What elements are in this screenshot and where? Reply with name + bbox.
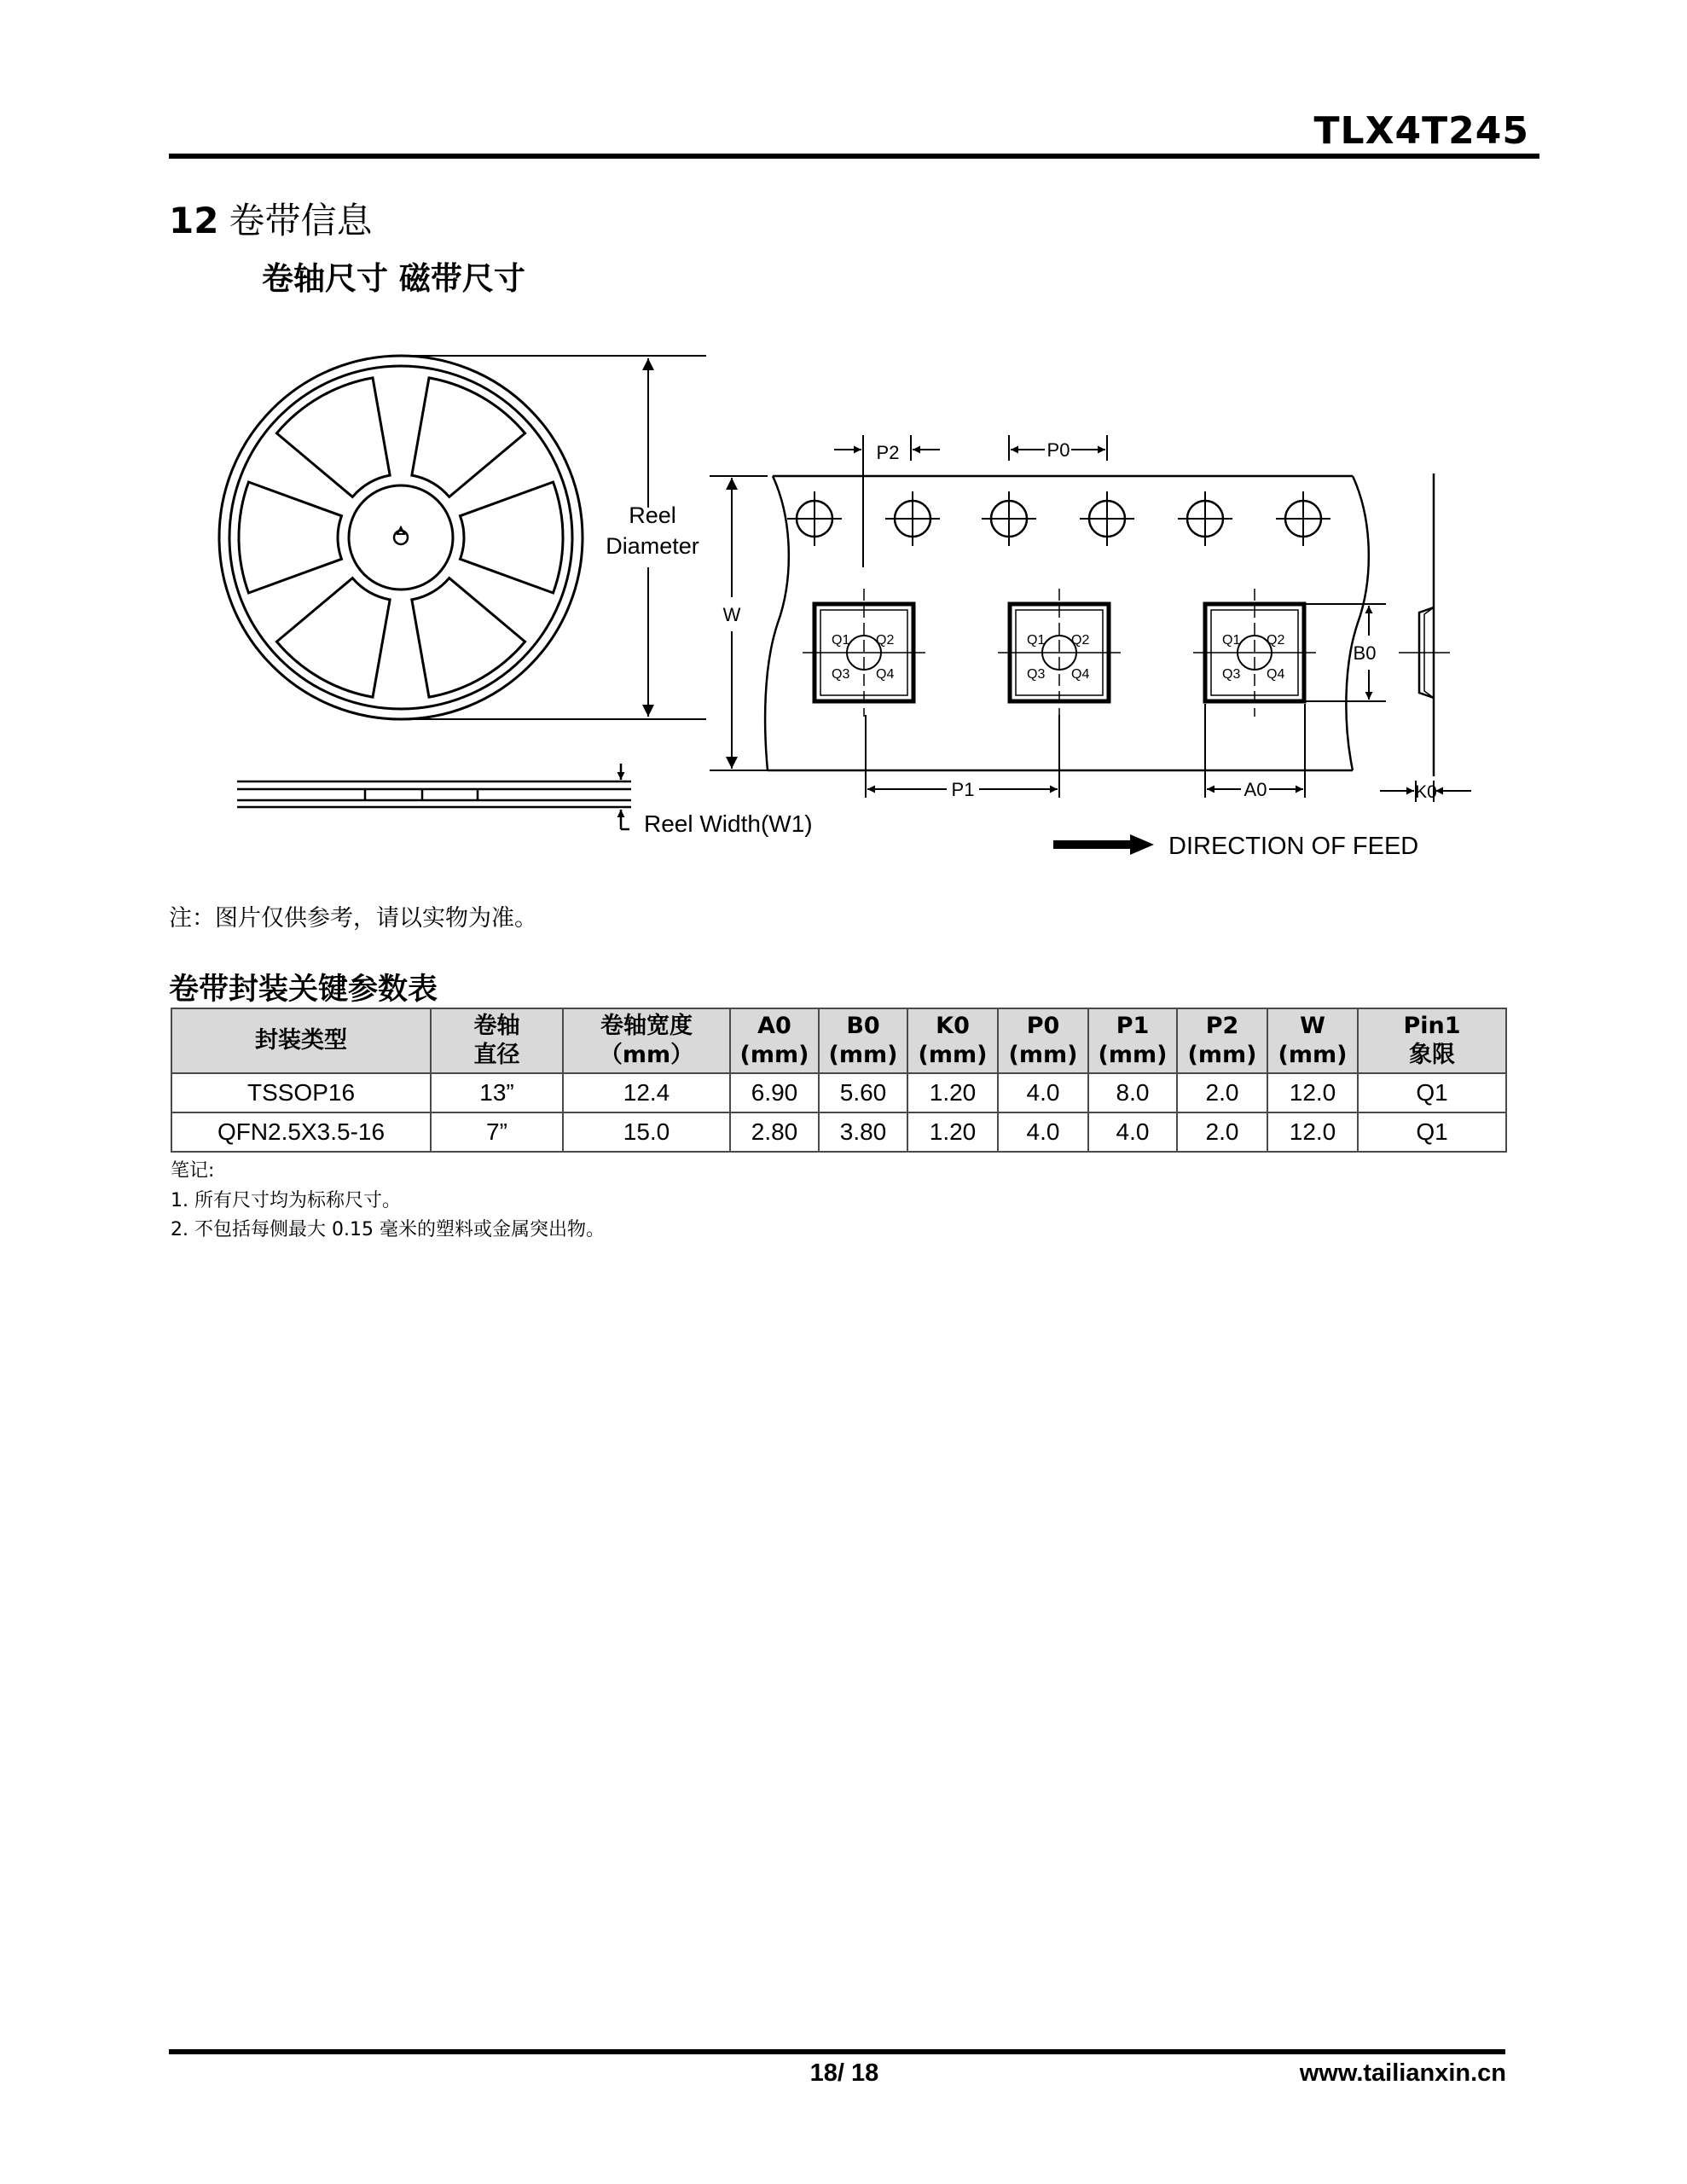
quadrant-label: Q4: [1267, 667, 1285, 682]
quadrant-label: Q4: [1071, 667, 1090, 682]
p2-label: P2: [876, 442, 900, 463]
quadrant-label: Q1: [1027, 633, 1046, 648]
quadrant-label: Q3: [1027, 667, 1046, 682]
table-row: [171, 1112, 1506, 1152]
table-cell: 8.0: [1088, 1073, 1177, 1112]
table-cell: 3.80: [819, 1112, 907, 1152]
table-cell: 4.0: [998, 1073, 1088, 1112]
reel-window: [276, 578, 390, 698]
header-line: (mm): [828, 1042, 898, 1068]
table-cell: 4.0: [1088, 1112, 1177, 1152]
table-cell: 2.80: [730, 1112, 819, 1152]
reel-drawing: [219, 356, 583, 719]
sprocket-holes: [787, 491, 1330, 546]
tape-side-profile: [1380, 473, 1471, 802]
b0-label: B0: [1353, 642, 1377, 664]
section-number: 12: [169, 200, 219, 241]
table-header-cell: [819, 1008, 907, 1073]
table-header-cell: [1177, 1008, 1267, 1073]
table-cell: 2.0: [1177, 1073, 1267, 1112]
header-line: （mm）: [599, 1042, 694, 1068]
reel-diameter-label-line2: Diameter: [606, 533, 699, 559]
header-rule: [169, 154, 1539, 159]
remarks-title: 笔记:: [171, 1160, 215, 1182]
header-line: Pin1: [1403, 1013, 1461, 1039]
page-number: 18/ 18: [809, 2059, 879, 2087]
header-line: 直径: [473, 1042, 520, 1068]
quadrant-label: Q2: [876, 633, 895, 648]
header-line: B0: [846, 1013, 880, 1039]
table-header-cell: [171, 1008, 431, 1073]
header-line: P1: [1116, 1013, 1150, 1039]
p1-label: P1: [951, 779, 975, 800]
header-line: W: [1300, 1013, 1325, 1039]
table-cell: Q1: [1358, 1073, 1506, 1112]
header-line: 封装类型: [255, 1027, 347, 1054]
sprocket-hole: [1080, 491, 1134, 546]
header-line: P0: [1026, 1013, 1060, 1039]
table-cell: 5.60: [819, 1073, 907, 1112]
image-note: 注：图片仅供参考，请以实物为准。: [169, 905, 537, 932]
reel-window: [412, 578, 525, 698]
table-header-cell: [1358, 1008, 1506, 1073]
feed-direction-label: DIRECTION OF FEED: [1168, 833, 1419, 860]
header-line: (mm): [1187, 1042, 1257, 1068]
table-cell: 12.0: [1267, 1073, 1358, 1112]
header-line: 卷轴宽度: [600, 1013, 693, 1039]
header-line: (mm): [1008, 1042, 1078, 1068]
sprocket-hole: [1276, 491, 1330, 546]
table-header-cell: [563, 1008, 730, 1073]
reel-width-label: Reel Width(W1): [644, 810, 813, 837]
table-cell: TSSOP16: [171, 1073, 431, 1112]
table-cell: 7”: [431, 1112, 563, 1152]
sprocket-hole: [982, 491, 1036, 546]
table-cell: Q1: [1358, 1112, 1506, 1152]
reel-side-view: [237, 764, 631, 829]
header-line: (mm): [918, 1042, 988, 1068]
footer-rule: [169, 2049, 1505, 2054]
reel-diameter-label-line1: Reel: [629, 502, 676, 528]
header-line: (mm): [739, 1042, 809, 1068]
table-cell: 6.90: [730, 1073, 819, 1112]
table-cell: 12.4: [563, 1073, 730, 1112]
website-url: www.tailianxin.cn: [1299, 2059, 1506, 2087]
table-cell: 2.0: [1177, 1112, 1267, 1152]
table-header-row: [171, 1008, 1506, 1073]
header-line: K0: [936, 1013, 970, 1039]
tape-dimensions: [710, 435, 1386, 798]
header-line: 卷轴: [473, 1013, 520, 1039]
feed-direction-arrow: [1053, 834, 1154, 855]
section-subtitle: 卷轴尺寸 磁带尺寸: [262, 260, 525, 297]
document-title: TLX4T245: [1313, 109, 1529, 153]
table-cell: 13”: [431, 1073, 563, 1112]
sprocket-hole: [787, 491, 842, 546]
reel-window: [239, 482, 341, 593]
table-header-cell: [431, 1008, 563, 1073]
table-title: 卷带封装关键参数表: [169, 973, 438, 1007]
p0-label: P0: [1046, 439, 1070, 461]
reel-tape-diagram: [169, 333, 1499, 870]
table-header-cell: [1267, 1008, 1358, 1073]
quadrant-label: Q4: [876, 667, 895, 682]
header-line: (mm): [1098, 1042, 1168, 1068]
table-header-cell: [1088, 1008, 1177, 1073]
reel-window: [412, 378, 525, 497]
header-line: 象限: [1409, 1042, 1455, 1068]
a0-label: A0: [1244, 779, 1267, 800]
remark-item: 2. 不包括每侧最大 0.15 毫米的塑料或金属突出物。: [171, 1219, 605, 1240]
header-line: A0: [757, 1013, 791, 1039]
remark-item: 1. 所有尺寸均为标称尺寸。: [171, 1190, 401, 1211]
table-header-cell: [907, 1008, 998, 1073]
sprocket-hole: [1178, 491, 1232, 546]
reel-spokes: [239, 378, 563, 697]
quadrant-label: Q3: [832, 667, 850, 682]
quadrant-label: Q1: [832, 633, 850, 648]
quadrant-label: Q2: [1071, 633, 1090, 648]
component-pocket: [1193, 589, 1316, 717]
table-header-cell: [730, 1008, 819, 1073]
tape-reel-parameter-table: [171, 1008, 1507, 1153]
component-pocket: [998, 589, 1121, 717]
reel-window: [461, 482, 563, 593]
sprocket-hole: [885, 491, 940, 546]
table-cell: 4.0: [998, 1112, 1088, 1152]
component-pocket: [803, 589, 925, 717]
table-cell: QFN2.5X3.5-16: [171, 1112, 431, 1152]
carrier-tape: [765, 476, 1369, 770]
component-pockets: [803, 589, 1316, 717]
table-cell: 1.20: [907, 1073, 998, 1112]
section-title: [169, 193, 372, 244]
table-cell: 1.20: [907, 1112, 998, 1152]
section-title-text: 卷带信息: [229, 200, 373, 241]
header-line: (mm): [1278, 1042, 1348, 1068]
reel-window: [276, 378, 390, 497]
k0-label: K0: [1415, 782, 1437, 802]
quadrant-label: Q1: [1222, 633, 1241, 648]
w-label: W: [722, 604, 741, 625]
header-line: P2: [1205, 1013, 1239, 1039]
quadrant-label: Q3: [1222, 667, 1241, 682]
table-row: [171, 1073, 1506, 1112]
table-header-cell: [998, 1008, 1088, 1073]
table-cell: 12.0: [1267, 1112, 1358, 1152]
table-cell: 15.0: [563, 1112, 730, 1152]
quadrant-label: Q2: [1267, 633, 1285, 648]
